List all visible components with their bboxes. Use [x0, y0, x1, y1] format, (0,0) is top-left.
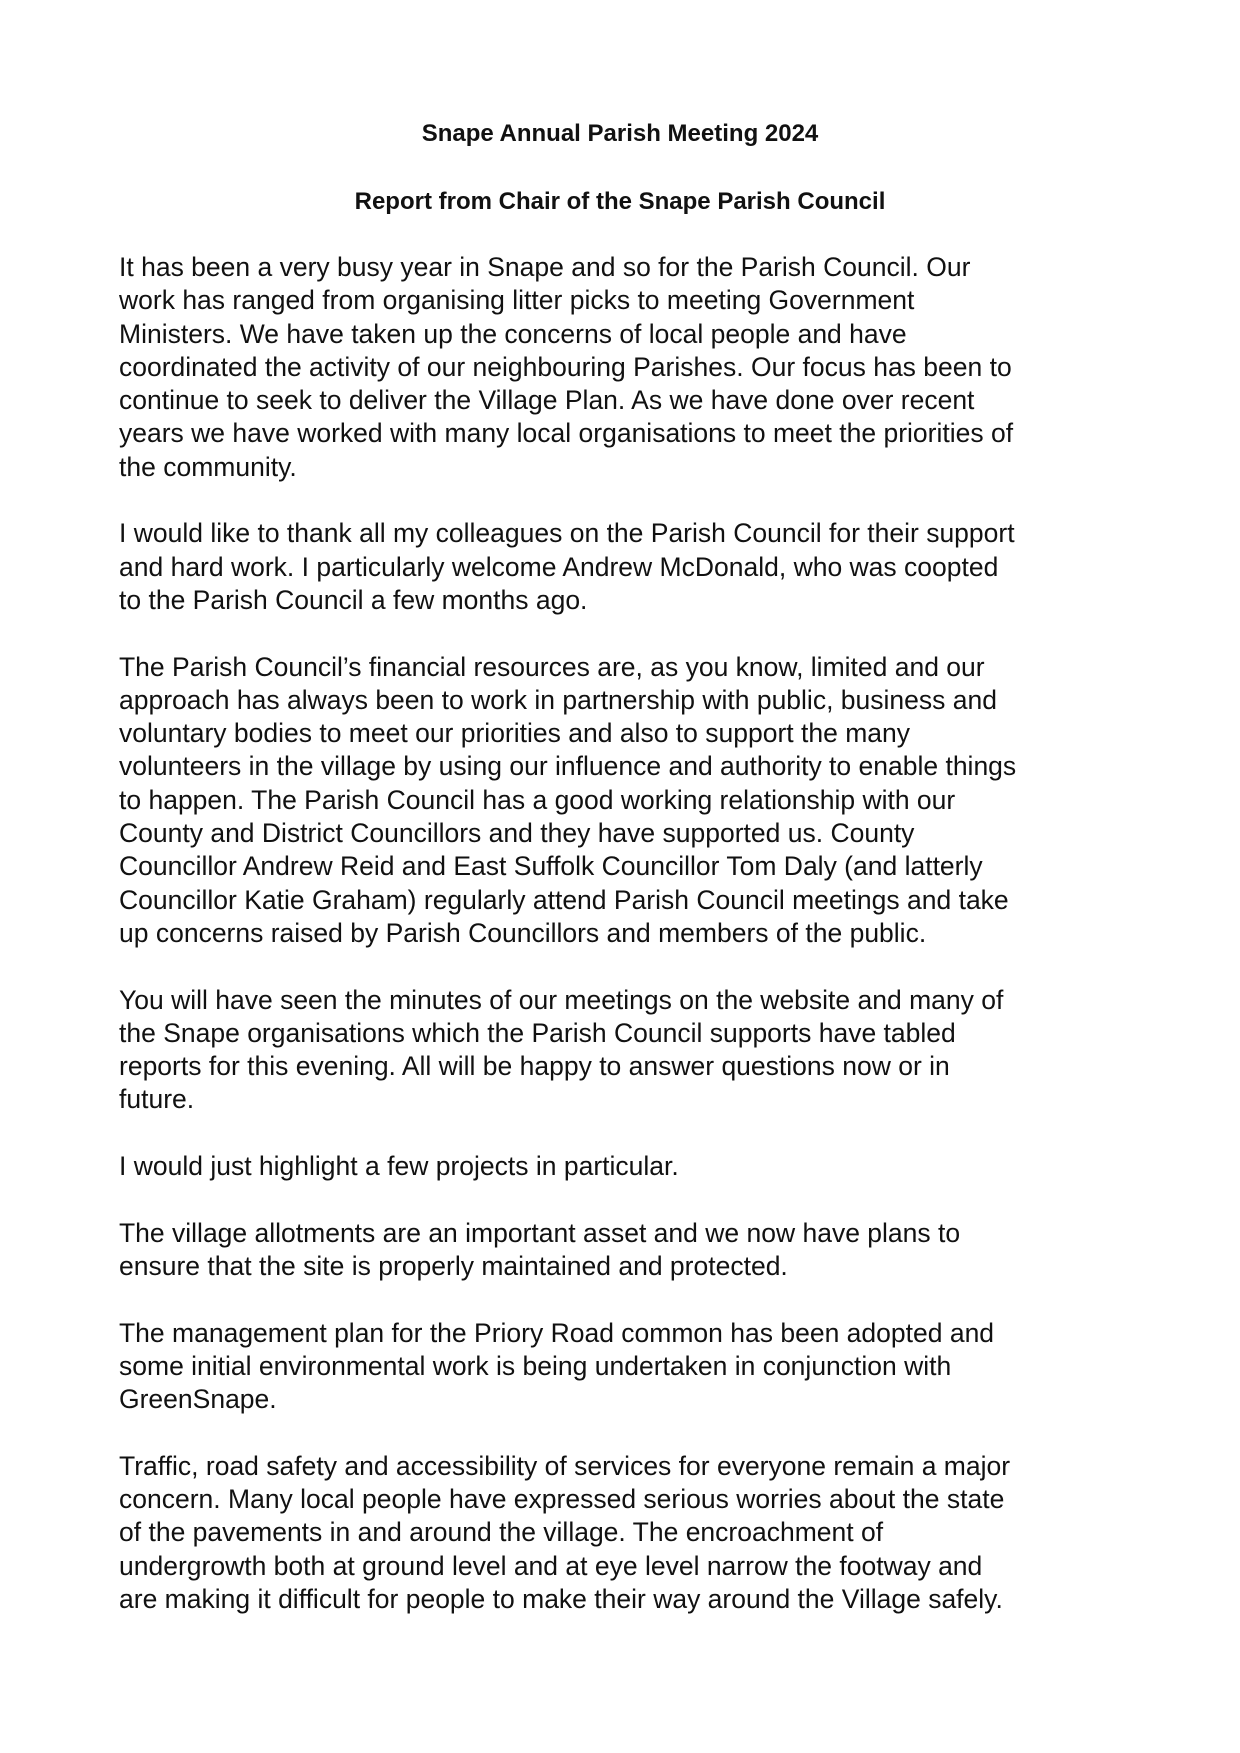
- text-line: The management plan for the Priory Road common has been adopted and: [119, 1317, 995, 1348]
- text-line: some initial environmental work is being undertaken in conjunction with: [119, 1350, 952, 1381]
- text-line: The Parish Council’s financial resources are, as you know, limited and our: [119, 651, 985, 682]
- paragraph-allotments: [119, 1217, 1139, 1284]
- text-line: are making it difficult for people to make their way around the Village safely.: [119, 1583, 1003, 1614]
- text-line: the community.: [119, 451, 297, 482]
- paragraph-thanks: [119, 517, 1139, 617]
- text-line: Councillor Katie Graham) regularly attend Parish Council meetings and take: [119, 884, 1009, 915]
- text-line: of the pavements in and around the village. The encroachment of: [119, 1517, 884, 1548]
- text-line: voluntary bodies to meet our priorities and also to support the many: [119, 718, 911, 749]
- document-title: Snape Annual Parish Meeting 2024: [421, 120, 819, 147]
- text-line: up concerns raised by Parish Councillors and members of the public.: [119, 917, 927, 948]
- text-line: undergrowth both at ground level and at eye level narrow the footway and: [119, 1550, 983, 1581]
- paragraph-minutes: [119, 984, 1139, 1117]
- paragraph-finances: [119, 651, 1139, 951]
- text-line: to the Parish Council a few months ago.: [119, 584, 588, 615]
- text-line: County and District Councillors and they have supported us. County: [119, 818, 915, 849]
- text-line: continue to seek to deliver the Village Plan. As we have done over recent: [119, 385, 975, 416]
- text-line: ensure that the site is properly maintained and protected.: [119, 1250, 788, 1281]
- text-line: Councillor Andrew Reid and East Suffolk Councillor Tom Daly (and latterly: [119, 851, 983, 882]
- paragraph-highlights: [119, 1150, 1139, 1183]
- paragraph-intro: [119, 251, 1139, 484]
- text-line: and hard work. I particularly welcome Andrew McDonald, who was coopted: [119, 551, 999, 582]
- text-line: approach has always been to work in partnership with public, business and: [119, 684, 997, 715]
- text-line: work has ranged from organising litter picks to meeting Government: [119, 285, 915, 316]
- text-line: I would like to thank all my colleagues on the Parish Council for their support: [119, 518, 1015, 549]
- text-line: to happen. The Parish Council has a good working relationship with our: [119, 784, 956, 815]
- text-line: Traffic, road safety and accessibility of services for everyone remain a major: [119, 1450, 1011, 1481]
- text-line: coordinated the activity of our neighbouring Parishes. Our focus has been to: [119, 351, 1012, 382]
- text-line: reports for this evening. All will be happy to answer questions now or in: [119, 1051, 950, 1082]
- text-line: the Snape organisations which the Parish Council supports have tabled: [119, 1017, 956, 1048]
- text-line: volunteers in the village by using our influence and authority to enable things: [119, 751, 1017, 782]
- document-subtitle: Report from Chair of the Snape Parish Council: [354, 188, 886, 215]
- text-line: Ministers. We have taken up the concerns of local people and have: [119, 318, 907, 349]
- text-line: years we have worked with many local organisations to meet the priorities of: [119, 418, 1014, 449]
- text-line: The village allotments are an important asset and we now have plans to: [119, 1217, 961, 1248]
- text-line: You will have seen the minutes of our meetings on the website and many of: [119, 984, 1004, 1015]
- text-line: concern. Many local people have expressed serious worries about the state: [119, 1483, 1005, 1514]
- paragraph-traffic: [119, 1450, 1139, 1616]
- text-line: It has been a very busy year in Snape and so for the Parish Council. Our: [119, 252, 971, 282]
- text-line: future.: [119, 1084, 195, 1115]
- text-line: I would just highlight a few projects in particular.: [119, 1151, 679, 1182]
- text-line: GreenSnape.: [119, 1384, 277, 1415]
- paragraph-priory-road: [119, 1317, 1139, 1417]
- document-body: [119, 251, 1139, 1649]
